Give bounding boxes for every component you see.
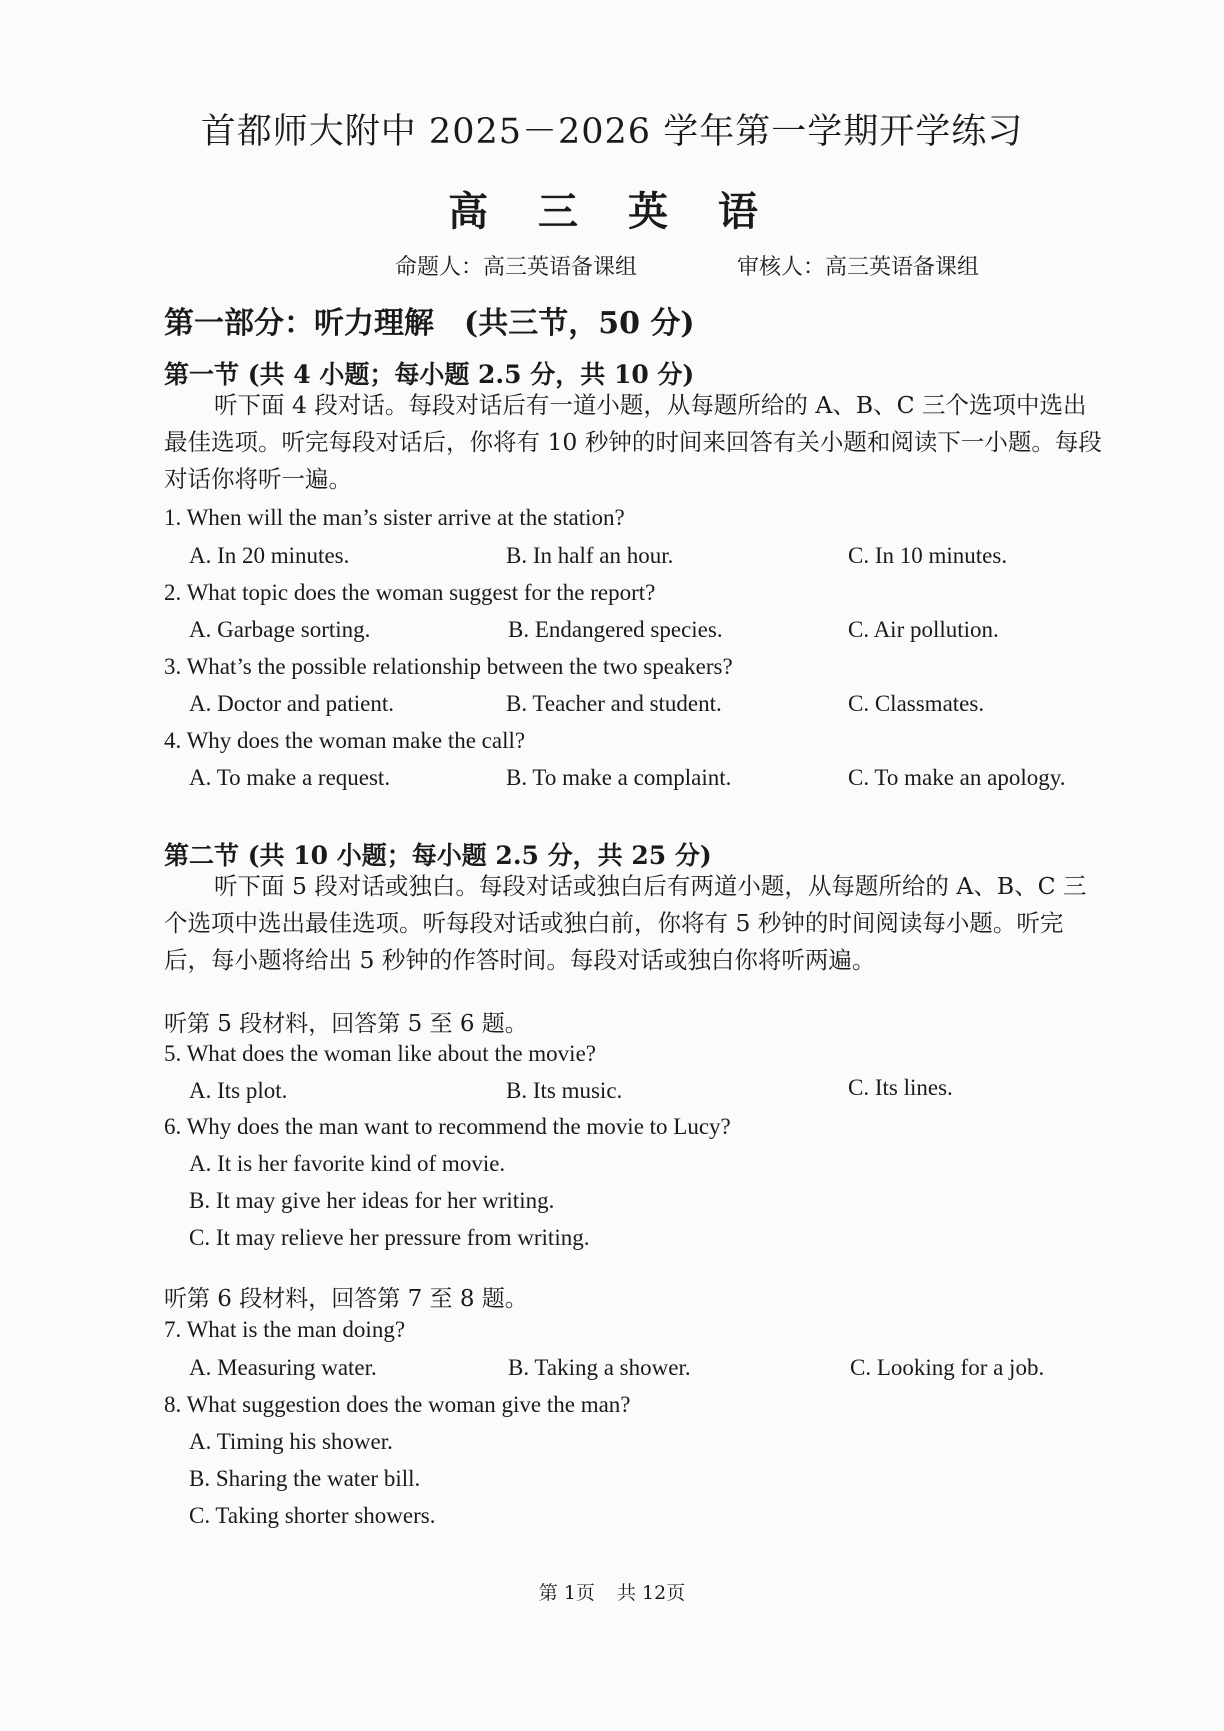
page-footer (0, 1578, 1224, 1605)
q4-option-c: C. To make an apology. (848, 765, 1066, 790)
setter: 命题人：高三英语备课组 (395, 255, 638, 280)
authors-line (395, 250, 979, 281)
section2-instructions: 听下面 5 段对话或独白。每段对话或独白后有两道小题，从每题所给的 A、B、C 三个选项中选出最佳选项。听每段对话或独白前，你将有 5 秒钟的时间阅读每小题。听完后，每小题将给出 5 秒钟的作答时间。每段对话或独白你将听两遍。 (164, 872, 1087, 974)
question-8: 8. What suggestion does the woman give the man? (164, 1392, 631, 1417)
subject-title: 高 三 英 语 (448, 188, 776, 235)
page-total: 共 12页 (616, 1582, 686, 1604)
q4-option-a: A. To make a request. (189, 765, 391, 790)
q7-option-b: B. Taking a shower. (508, 1355, 691, 1380)
q6-option-c: C. It may relieve her pressure from writing. (189, 1225, 590, 1250)
q5-option-b: B. Its music. (506, 1078, 623, 1103)
question-5: 5. What does the woman like about the movie? (164, 1041, 596, 1066)
q8-option-c: C. Taking shorter showers. (189, 1503, 436, 1528)
part1-title: 第一部分：听力理解 (共三节，50 分) (164, 306, 695, 341)
q6-option-a: A. It is her favorite kind of movie. (189, 1151, 506, 1176)
reviewer: 审核人：高三英语备课组 (737, 255, 980, 280)
q1-option-c: C. In 10 minutes. (848, 543, 1008, 568)
exam-title: 首都师大附中 2025－2026 学年第一学期开学练习 (200, 112, 1024, 152)
page-number: 第 1页 (538, 1582, 595, 1604)
q2-option-a: A. Garbage sorting. (189, 617, 371, 642)
q7-option-a: A. Measuring water. (189, 1355, 377, 1380)
q5-option-c: C. Its lines. (848, 1075, 953, 1100)
question-2: 2. What topic does the woman suggest for the report? (164, 580, 656, 605)
section2-title: 第二节 (共 10 小题；每小题 2.5 分，共 25 分) (164, 841, 712, 870)
material-6-heading: 听第 6 段材料，回答第 7 至 8 题。 (164, 1286, 528, 1312)
question-3: 3. What’s the possible relationship between the two speakers? (164, 654, 733, 679)
q3-option-c: C. Classmates. (848, 691, 985, 716)
q7-option-c: C. Looking for a job. (850, 1355, 1045, 1380)
question-1: 1. When will the man’s sister arrive at the station? (164, 505, 625, 530)
section1-title: 第一节 (共 4 小题；每小题 2.5 分，共 10 分) (164, 360, 695, 389)
q1-option-b: B. In half an hour. (506, 543, 674, 568)
question-7: 7. What is the man doing? (164, 1317, 406, 1342)
q2-option-c: C. Air pollution. (848, 617, 999, 642)
question-4: 4. Why does the woman make the call? (164, 728, 526, 753)
q4-option-b: B. To make a complaint. (506, 765, 732, 790)
q1-option-a: A. In 20 minutes. (189, 543, 350, 568)
q8-option-a: A. Timing his shower. (189, 1429, 393, 1454)
section1-instructions: 听下面 4 段对话。每段对话后有一道小题，从每题所给的 A、B、C 三个选项中选出最佳选项。听完每段对话后，你将有 10 秒钟的时间来回答有关小题和阅读下一小题。每段对话你将听一遍。 (164, 391, 1102, 493)
question-6: 6. Why does the man want to recommend the movie to Lucy? (164, 1114, 731, 1139)
q3-option-b: B. Teacher and student. (506, 691, 722, 716)
material-5-heading: 听第 5 段材料，回答第 5 至 6 题。 (164, 1011, 528, 1037)
q8-option-b: B. Sharing the water bill. (189, 1466, 421, 1491)
q3-option-a: A. Doctor and patient. (189, 691, 395, 716)
q5-option-a: A. Its plot. (189, 1078, 288, 1103)
q2-option-b: B. Endangered species. (508, 617, 723, 642)
q6-option-b: B. It may give her ideas for her writing. (189, 1188, 555, 1213)
